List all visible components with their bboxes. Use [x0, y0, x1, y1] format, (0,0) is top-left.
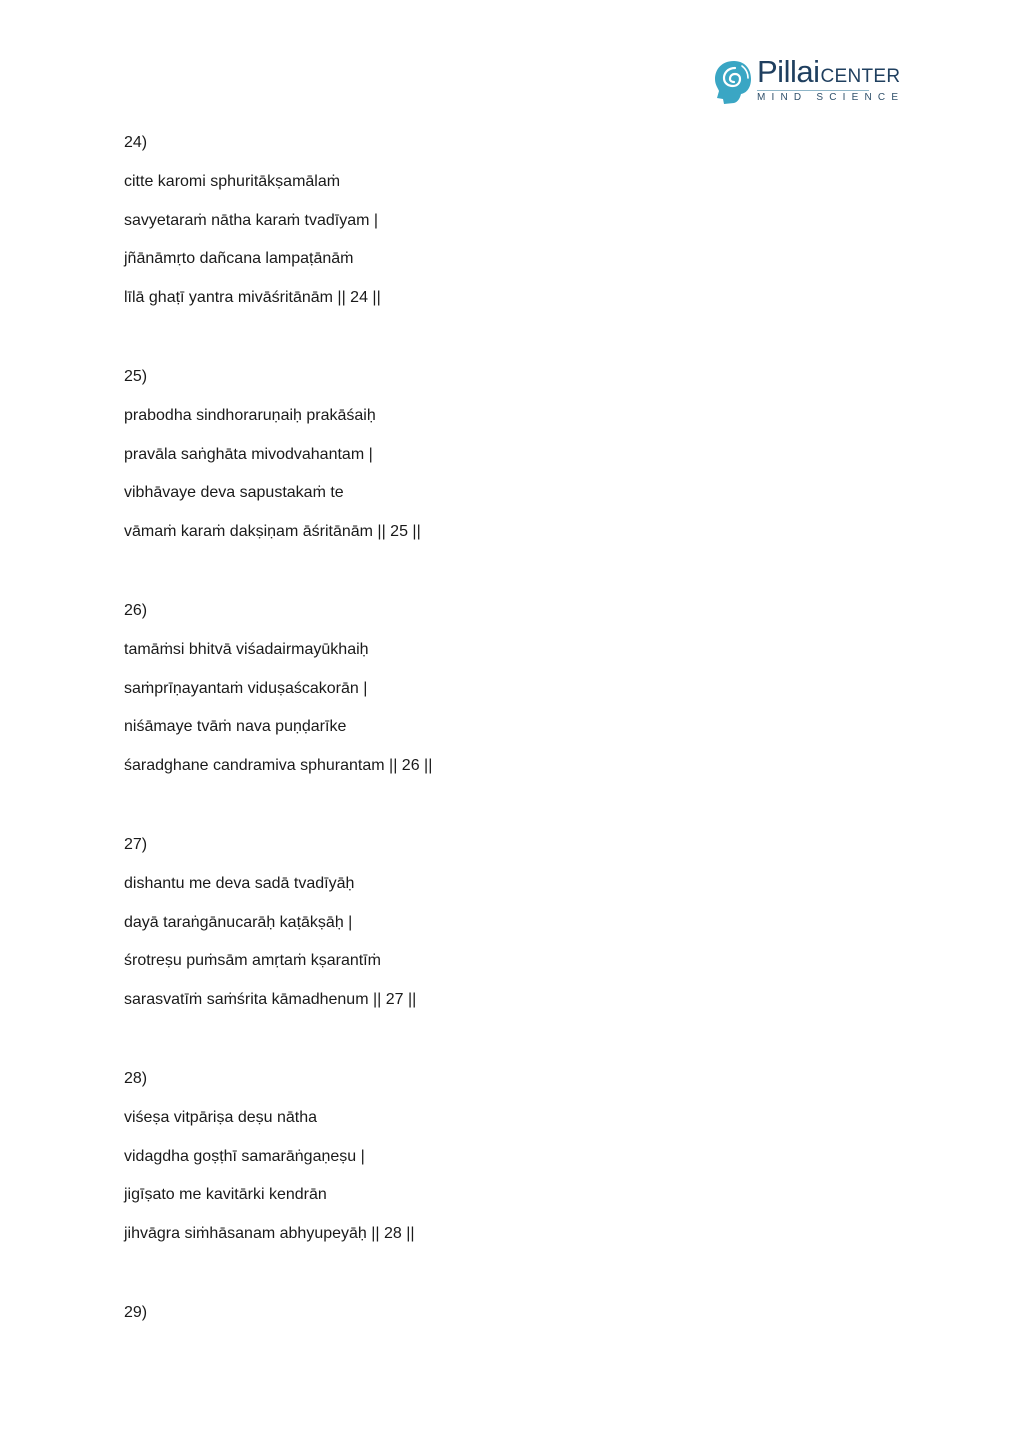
- pillai-center-logo: [712, 56, 904, 108]
- verse-line: saṁprīṇayantaṁ viduṣaścakorān |: [124, 679, 368, 697]
- head-spiral-icon: [712, 58, 754, 106]
- verse-line: viśeṣa vitpāriṣa deṣu nātha: [124, 1108, 317, 1126]
- verse-29: [124, 1294, 904, 1333]
- verse-25: [124, 358, 904, 552]
- verse-content: [124, 124, 904, 1373]
- verse-28: [124, 1060, 904, 1254]
- verse-number: 24): [124, 134, 148, 151]
- verse-number: 25): [124, 367, 148, 385]
- verse-line: vāmaṁ karaṁ dakṣiṇam āśritānām || 25 ||: [124, 523, 421, 541]
- verse-line: sarasvatīṁ saṁśrita kāmadhenum || 27 ||: [124, 991, 417, 1009]
- verse-26: [124, 592, 904, 786]
- verse-line: savyetaraṁ nātha karaṁ tvadīyam |: [124, 211, 379, 229]
- verse-line: jñānāmṛto dañcana lampaṭānāṁ: [124, 250, 354, 268]
- verse-line: citte karomi sphuritākṣamālaṁ: [124, 172, 341, 190]
- logo-suffix: CENTER: [820, 66, 901, 87]
- verse-line: niśāmaye tvāṁ nava puṇḍarīke: [124, 718, 347, 736]
- verse-line: dishantu me deva sadā tvadīyāḥ: [124, 874, 355, 892]
- verse-line: līlā ghaṭī yantra mivāśritānām || 24 ||: [124, 289, 381, 307]
- verse-number: 26): [124, 601, 148, 619]
- verse-number: 28): [124, 1069, 148, 1087]
- verse-line: vibhāvaye deva sapustakaṁ te: [124, 484, 344, 502]
- verse-number: 29): [124, 1303, 148, 1321]
- verse-line: tamāṁsi bhitvā viśadairmayūkhaiḥ: [124, 640, 369, 658]
- logo-wordmark: [757, 56, 900, 87]
- verse-number: 27): [124, 835, 148, 853]
- verse-24: [124, 124, 904, 318]
- verse-line: dayā taraṅgānucarāḥ kaṭākṣāḥ |: [124, 913, 353, 931]
- verse-line: śrotreṣu puṁsām amṛtaṁ kṣarantīṁ: [124, 952, 381, 970]
- verse-line: pravāla saṅghāta mivodvahantam |: [124, 445, 373, 463]
- verse-line: vidagdha goṣṭhī samarāṅgaṇeṣu |: [124, 1147, 365, 1165]
- verse-line: jigīṣato me kavitārki kendrān: [124, 1186, 327, 1204]
- logo-divider: [757, 90, 869, 91]
- verse-27: [124, 826, 904, 1020]
- verse-line: jihvāgra siṁhāsanam abhyupeyāḥ || 28 ||: [124, 1225, 415, 1243]
- logo-name: Pillai: [757, 54, 820, 89]
- verse-line: śaradghane candramiva sphurantam || 26 ||: [124, 757, 433, 775]
- verse-line: prabodha sindhoraruṇaiḥ prakāśaiḥ: [124, 406, 376, 424]
- logo-tagline: MIND SCIENCE: [757, 92, 905, 103]
